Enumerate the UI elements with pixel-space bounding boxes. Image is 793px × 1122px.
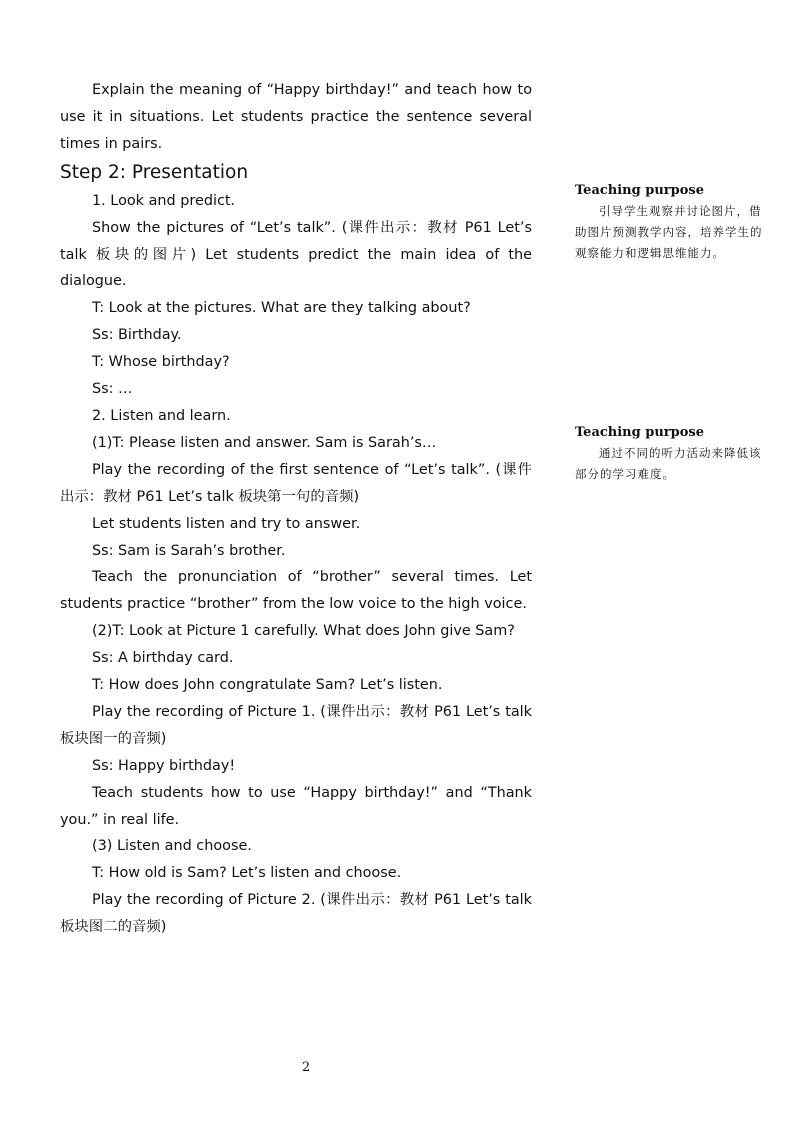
paragraph-pronunciation: Teach the pronunciation of “brother” several times. Let students practice “brother” from the low voice to the high voice. <box>60 569 532 613</box>
paragraph-teach-usage: Teach students how to use “Happy birthday!” and “Thank you.” in real life. <box>60 784 532 828</box>
paragraph-play-recording: Play the recording of Picture 1. (课件出示：教材 P61 Let’s talk 板块图一的音频) <box>60 703 532 747</box>
dialogue-line: T: How old is Sam? Let’s listen and choose. <box>92 865 402 882</box>
step-heading: Step 2: Presentation <box>60 161 249 183</box>
dialogue-line: T: Look at the pictures. What are they talking about? <box>92 300 471 317</box>
dialogue-line: (2)T: Look at Picture 1 carefully. What does John give Sam? <box>92 623 515 640</box>
side-note-heading: Teaching purpose <box>575 183 704 198</box>
paragraph-play-recording: Play the recording of the first sentence of “Let’s talk”. (课件出示：教材 P61 Let’s talk 板块第一句的音频) <box>60 461 532 505</box>
side-note-2 <box>575 423 765 485</box>
intro-paragraph: Explain the meaning of “Happy birthday!” and teach how to use it in situations. Let students practice the sentence several times in pairs. <box>60 82 532 152</box>
side-note-1 <box>575 181 765 264</box>
dialogue-line: Ss: Happy birthday! <box>92 757 236 774</box>
dialogue-line: T: Whose birthday? <box>92 354 230 371</box>
dialogue-line: Ss: A birthday card. <box>92 650 234 667</box>
dialogue-line: Ss: Birthday. <box>92 327 182 344</box>
side-note-heading: Teaching purpose <box>575 425 704 440</box>
dialogue-line: Ss: Sam is Sarah’s brother. <box>92 542 286 559</box>
paragraph-look-predict: 1. Look and predict. <box>92 192 236 209</box>
paragraph-play-recording: Play the recording of Picture 2. (课件出示：教材 P61 Let’s talk 板块图二的音频) <box>60 892 532 936</box>
paragraph-instruction: Let students listen and try to answer. <box>92 515 361 532</box>
dialogue-line: T: How does John congratulate Sam? Let’s listen. <box>92 677 443 694</box>
paragraph-listen-choose: (3) Listen and choose. <box>92 838 252 855</box>
dialogue-line: Ss: … <box>92 381 133 398</box>
main-text-column <box>60 77 532 941</box>
dialogue-line: (1)T: Please listen and answer. Sam is Sarah’s… <box>92 434 437 451</box>
page-number: 2 <box>301 1060 311 1075</box>
paragraph-show-pictures: Show the pictures of “Let’s talk”. (课件出示：教材 P61 Let’s talk 板块的图片) Let students predict the main idea of the dialogue. <box>60 219 532 290</box>
side-note-body: 引导学生观察并讨论图片，借助图片预测教学内容，培养学生的观察能力和逻辑思维能力。 <box>575 204 763 260</box>
side-note-body: 通过不同的听力活动来降低该部分的学习难度。 <box>575 446 762 481</box>
paragraph-listen-learn: 2. Listen and learn. <box>92 407 231 424</box>
